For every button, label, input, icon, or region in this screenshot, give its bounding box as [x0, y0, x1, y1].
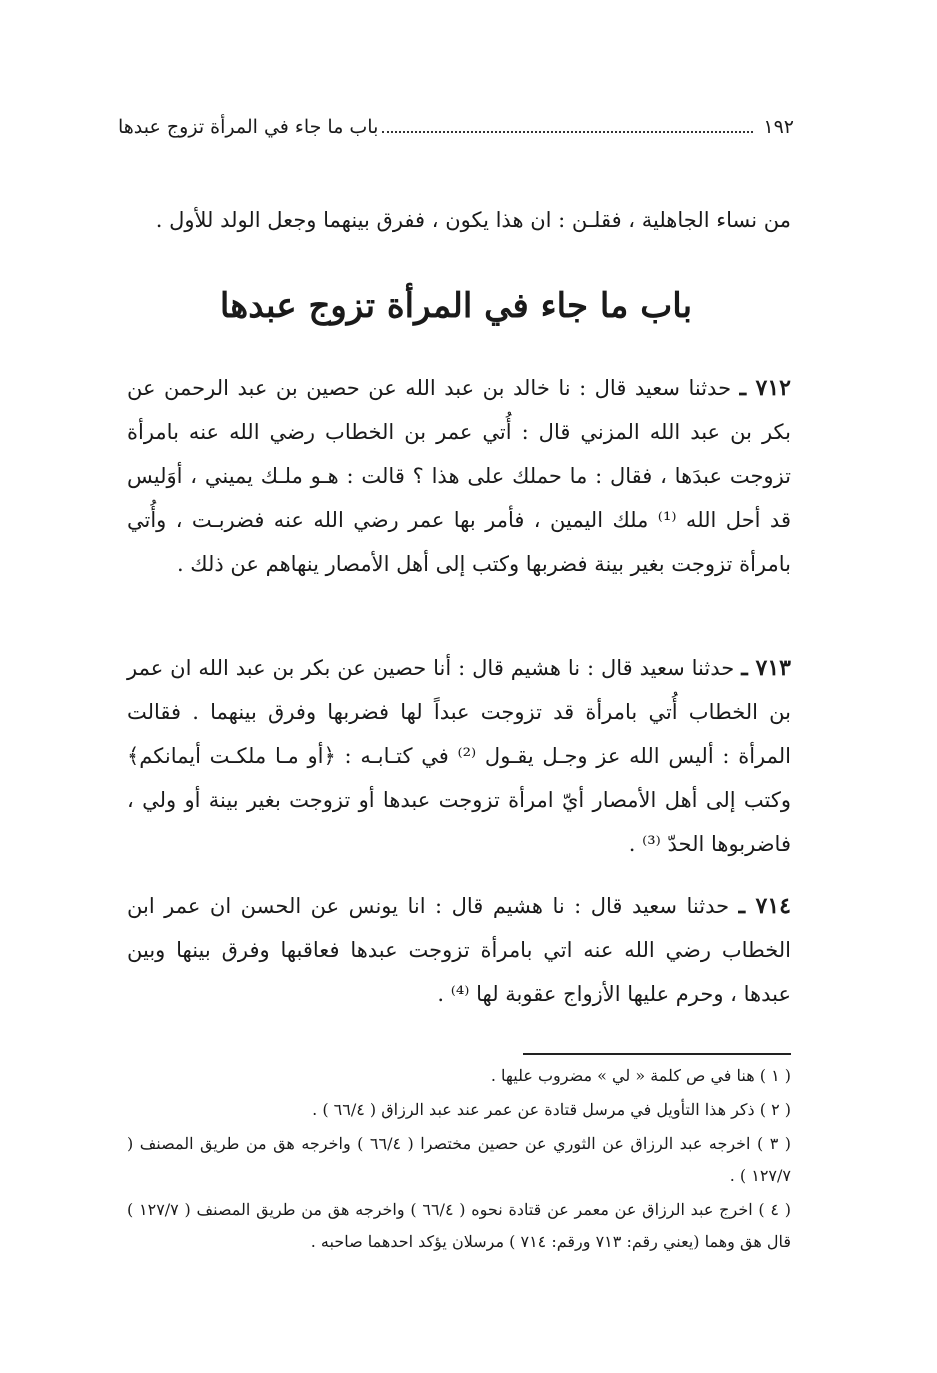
leader-dots [382, 131, 753, 133]
hadith-714 [127, 884, 791, 1016]
hadith-713 [127, 646, 791, 866]
footnote-3: ( ٣ ) اخرجه عبد الرزاق عن الثوري عن حصين مختصرا ( ٦٦/٤ ) واخرجه هق من طريق المصنف ( ١٢٧/٧ ) . [127, 1134, 792, 1185]
running-header [118, 112, 794, 142]
hadith-number: ٧١٣ ـ [741, 655, 791, 681]
footnote-2: ( ٢ ) ذكر هذا التأويل في مرسل قتادة عن عمر عند عبد الرزاق ( ٦٦/٤ ) . [312, 1100, 791, 1119]
footnote-separator [523, 1053, 791, 1055]
page-number: ١٩٢ [763, 116, 794, 138]
running-title: باب ما جاء في المرأة تزوج عبدها [118, 116, 379, 138]
hadith-text: حدثنا سعيد قال : نا هشيم قال : انا يونس عن الحسن ان عمر ابن الخطاب رضي الله عنه اتي بامرأة تزوجت عبدها فعاقبها وفرق بينها وبين عبدها ، وحرم عليها الأزواج عقوبة لها ⁽⁴⁾ . [127, 894, 791, 1006]
carry-over-line: من نساء الجاهلية ، فقلـن : ان هذا يكون ، ففرق بينهما وجعل الولد للأول . [155, 208, 791, 232]
hadith-number: ٧١٤ ـ [738, 893, 791, 919]
footnote-4: ( ٤ ) اخرج عبد الرزاق عن معمر عن قتادة نحوه ( ٦٦/٤ ) واخرجه هق من طريق المصنف ( ١٢٧/٧ ) قال هق وهما (يعني رقم: ٧١٣ ورقم: ٧١٤ ) مرسلان يؤكد احدهما صاحبه . [127, 1200, 791, 1251]
hadith-text: حدثنا سعيد قال : نا هشيم قال : أنا حصين عن بكر بن عبد الله ان عمر بن الخطاب أُتي بامرأة قد تزوجت عبداً لها فضربها وفرق بينهما . فقالت المرأة : أليس الله عز وجـل يقـول ⁽²⁾ في كتـابـه : ﴿أو مـا ملكـت أيمانكم﴾ وكتب إلى أهل الأمصار أيّ امرأة تزوجت عبدها أو تزوجت بغير بينة أو ولي ، فاضربوها الحدّ ⁽³⁾ . [127, 656, 791, 856]
hadith-712 [127, 366, 791, 586]
hadith-text: حدثنا سعيد قال : نا خالد بن عبد الله عن حصين بن عبد الرحمن عن بكر بن عبد الله المزني قال : أُتي عمر بن الخطاب رضي الله عنه بامرأة تزوجت عبدَها ، فقال : ما حملك على هذا ؟ قالت : هـو ملـك يميني ، أوَليس قد أحل الله ⁽¹⁾ ملك اليمين ، فأمر بها عمر رضي الله عنه فضربـت ، وأُتي بامرأة تزوجت بغير بينة فضربها وكتب إلى أهل الأمصار ينهاهم عن ذلك . [127, 376, 791, 576]
chapter-title: باب ما جاء في المرأة تزوج عبدها [219, 286, 693, 326]
footnote-1: ( ١ ) هنا في ص كلمة « لي » مضروب عليها . [490, 1066, 791, 1085]
hadith-number: ٧١٢ ـ [739, 375, 791, 401]
footnotes [127, 1060, 791, 1260]
